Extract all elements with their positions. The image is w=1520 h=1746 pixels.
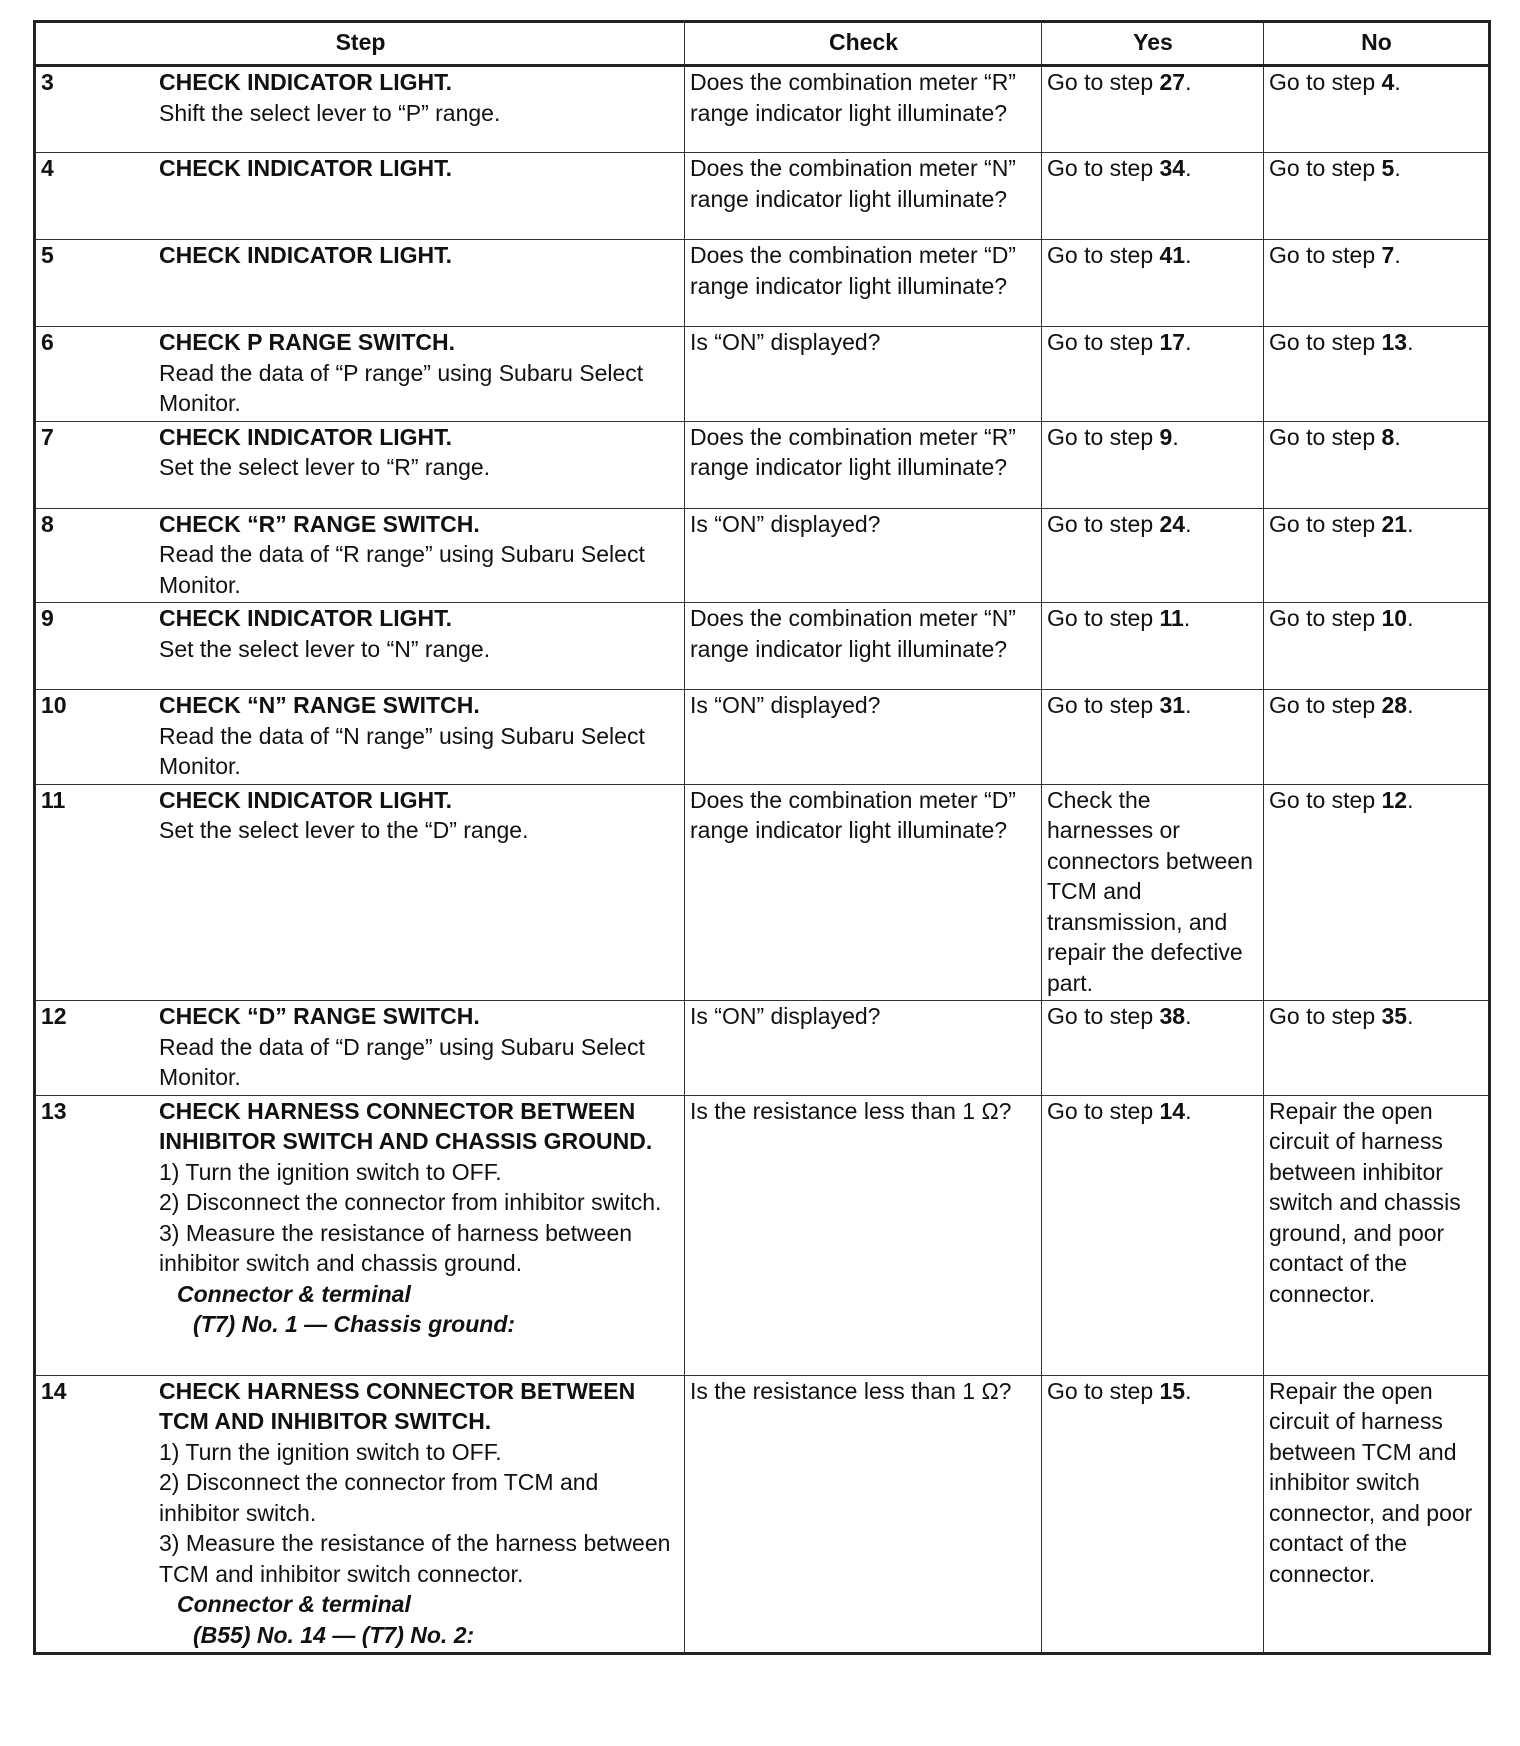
yes-goto-period: . [1185, 692, 1192, 718]
no-goto-step: 8 [1381, 423, 1395, 450]
check-cell: Is “ON” displayed? [685, 327, 1042, 422]
check-cell: Is “ON” displayed? [685, 508, 1042, 603]
no-cell [1264, 508, 1490, 603]
check-cell: Does the combination meter “D” range indicator light illuminate? [685, 784, 1042, 1001]
step-title: CHECK “R” RANGE SWITCH. [159, 510, 480, 537]
yes-cell: Check the harnesses or connectors between TCM and transmission, and repair the defective part. [1042, 784, 1264, 1001]
no-goto-prefix: Go to step [1269, 242, 1382, 268]
no-goto-step: 5 [1381, 155, 1395, 181]
step-instruction: 1) Turn the ignition switch to OFF. [159, 1438, 502, 1465]
no-cell [1264, 690, 1490, 785]
step-number: 13 [41, 1097, 67, 1124]
yes-goto-period: . [1172, 423, 1179, 450]
yes-goto-step: 27 [1159, 69, 1186, 95]
no-goto-period: . [1394, 242, 1401, 268]
step-body [159, 785, 680, 846]
yes-goto-prefix: Go to step [1047, 692, 1160, 718]
step-number: 7 [41, 423, 54, 450]
step-number: 5 [41, 242, 54, 268]
diagnostic-procedure-sheet [33, 20, 1488, 1655]
step-title: CHECK “D” RANGE SWITCH. [159, 1003, 480, 1029]
check-cell: Does the combination meter “R” range indicator light illuminate? [685, 421, 1042, 508]
no-cell [1264, 327, 1490, 422]
step-title: CHECK P RANGE SWITCH. [159, 329, 456, 355]
table-row [35, 603, 1490, 690]
step-cell [35, 153, 685, 240]
no-goto-period: . [1394, 423, 1401, 450]
step-instruction: 2) Disconnect the connector from inhibitor switch. [159, 1189, 662, 1215]
no-goto-prefix: Go to step [1269, 786, 1382, 813]
no-goto-prefix: Go to step [1269, 605, 1382, 631]
spec-value: (B55) No. 14 — (T7) No. 2: [193, 1621, 475, 1648]
step-body [159, 153, 680, 184]
step-title: CHECK INDICATOR LIGHT. [159, 69, 453, 95]
no-goto-prefix: Go to step [1269, 1003, 1382, 1029]
no-goto-period: . [1407, 692, 1414, 718]
step-instruction: Shift the select lever to “P” range. [159, 99, 501, 126]
no-goto-period: . [1407, 786, 1414, 813]
table-row [35, 153, 1490, 240]
yes-cell [1042, 421, 1264, 508]
no-cell [1264, 603, 1490, 690]
yes-goto-step: 24 [1159, 510, 1186, 537]
step-number: 11 [41, 786, 66, 813]
table-row [35, 66, 1490, 153]
step-body [159, 1096, 680, 1340]
table-row [35, 421, 1490, 508]
step-instruction: 3) Measure the resistance of the harness between TCM and inhibitor switch connector. [159, 1530, 671, 1587]
step-instruction: 3) Measure the resistance of harness between inhibitor switch and chassis ground. [159, 1219, 633, 1276]
step-instruction: Set the select lever to “N” range. [159, 635, 491, 662]
step-title: CHECK INDICATOR LIGHT. [159, 155, 453, 181]
yes-goto-step: 17 [1159, 329, 1186, 355]
yes-goto-step: 14 [1159, 1097, 1186, 1124]
step-instruction: 2) Disconnect the connector from TCM and inhibitor switch. [159, 1469, 599, 1526]
step-body [159, 690, 680, 782]
step-title: CHECK HARNESS CONNECTOR BETWEEN TCM AND INHIBITOR SWITCH. [159, 1377, 636, 1434]
no-cell [1264, 66, 1490, 153]
yes-goto-prefix: Go to step [1047, 155, 1160, 181]
no-goto-step: 28 [1381, 692, 1408, 718]
yes-goto-prefix: Go to step [1047, 1003, 1160, 1029]
step-title: CHECK “N” RANGE SWITCH. [159, 692, 480, 718]
step-cell [35, 1095, 685, 1375]
header-no: No [1264, 22, 1490, 66]
yes-cell [1042, 603, 1264, 690]
yes-goto-period: . [1185, 1003, 1192, 1029]
table-body [35, 66, 1490, 1654]
step-body [159, 1001, 680, 1093]
step-cell [35, 421, 685, 508]
check-cell: Is “ON” displayed? [685, 1001, 1042, 1096]
step-number: 4 [41, 155, 54, 181]
yes-goto-prefix: Go to step [1047, 423, 1160, 450]
check-cell: Is the resistance less than 1 Ω? [685, 1095, 1042, 1375]
step-title: CHECK INDICATOR LIGHT. [159, 423, 453, 450]
check-cell: Does the combination meter “R” range indicator light illuminate? [685, 66, 1042, 153]
step-body [159, 67, 680, 128]
table-row [35, 508, 1490, 603]
step-title: CHECK INDICATOR LIGHT. [159, 242, 453, 268]
step-cell [35, 1375, 685, 1654]
step-title: CHECK INDICATOR LIGHT. [159, 605, 453, 631]
yes-goto-step: 31 [1159, 692, 1186, 718]
yes-cell [1042, 153, 1264, 240]
no-cell [1264, 421, 1490, 508]
step-instruction: Set the select lever to “R” range. [159, 454, 491, 480]
check-cell: Is the resistance less than 1 Ω? [685, 1375, 1042, 1654]
yes-goto-prefix: Go to step [1047, 69, 1160, 95]
check-cell: Is “ON” displayed? [685, 690, 1042, 785]
step-number: 6 [41, 329, 54, 355]
step-body [159, 509, 680, 601]
no-goto-step: 13 [1381, 329, 1408, 355]
yes-goto-period: . [1183, 605, 1191, 631]
header-yes: Yes [1042, 22, 1264, 66]
step-number: 12 [41, 1003, 67, 1029]
yes-goto-prefix: Go to step [1047, 242, 1160, 268]
yes-goto-prefix: Go to step [1047, 329, 1160, 355]
yes-goto-step: 15 [1159, 1377, 1186, 1404]
yes-goto-period: . [1185, 155, 1192, 181]
yes-goto-step: 38 [1159, 1003, 1186, 1029]
step-cell [35, 240, 685, 327]
no-cell: Repair the open circuit of harness between inhibitor switch and chassis ground, and poor contact of the connector. [1264, 1095, 1490, 1375]
no-cell [1264, 240, 1490, 327]
no-goto-prefix: Go to step [1269, 329, 1382, 355]
step-body [159, 1376, 680, 1651]
no-goto-period: . [1407, 1003, 1414, 1029]
yes-goto-period: . [1185, 242, 1192, 268]
step-instruction: Read the data of “D range” using Subaru Select Monitor. [159, 1033, 645, 1090]
yes-goto-prefix: Go to step [1047, 1377, 1160, 1404]
no-goto-step: 4 [1381, 69, 1395, 95]
yes-goto-period: . [1185, 69, 1192, 95]
step-body [159, 327, 680, 419]
no-goto-period: . [1407, 510, 1414, 537]
step-cell [35, 66, 685, 153]
table-row [35, 784, 1490, 1001]
yes-cell [1042, 508, 1264, 603]
yes-goto-step: 41 [1159, 242, 1186, 268]
step-number: 10 [41, 692, 67, 718]
no-cell [1264, 1001, 1490, 1096]
step-cell [35, 784, 685, 1001]
step-cell [35, 327, 685, 422]
no-goto-step: 10 [1381, 605, 1408, 631]
no-goto-period: . [1394, 69, 1401, 95]
step-instruction: 1) Turn the ignition switch to OFF. [159, 1158, 502, 1185]
no-goto-step: 35 [1381, 1003, 1408, 1029]
yes-cell [1042, 1375, 1264, 1654]
no-goto-period: . [1407, 605, 1414, 631]
no-goto-prefix: Go to step [1269, 510, 1382, 537]
step-cell [35, 690, 685, 785]
step-instruction: Set the select lever to the “D” range. [159, 817, 529, 843]
yes-goto-step: 11 [1159, 605, 1184, 631]
yes-goto-prefix: Go to step [1047, 510, 1160, 537]
header-row [35, 22, 1490, 66]
no-goto-step: 21 [1381, 510, 1408, 537]
step-instruction: Read the data of “N range” using Subaru Select Monitor. [159, 722, 645, 779]
table-row [35, 327, 1490, 422]
step-number: 3 [41, 69, 54, 95]
step-title: CHECK HARNESS CONNECTOR BETWEEN INHIBITOR SWITCH AND CHASSIS GROUND. [159, 1097, 653, 1154]
spec-value: (T7) No. 1 — Chassis ground: [193, 1311, 516, 1337]
check-cell: Does the combination meter “N” range indicator light illuminate? [685, 153, 1042, 240]
step-cell [35, 1001, 685, 1096]
no-goto-prefix: Go to step [1269, 69, 1382, 95]
no-goto-prefix: Go to step [1269, 155, 1382, 181]
diagnostic-table [33, 20, 1491, 1655]
header-step: Step [35, 22, 685, 66]
spec-heading: Connector & terminal [177, 1280, 411, 1307]
spec-heading: Connector & terminal [177, 1591, 411, 1617]
step-number: 14 [41, 1377, 67, 1404]
no-goto-prefix: Go to step [1269, 692, 1382, 718]
step-body [159, 603, 680, 664]
no-goto-step: 7 [1381, 242, 1395, 268]
check-cell: Does the combination meter “D” range indicator light illuminate? [685, 240, 1042, 327]
table-row [35, 690, 1490, 785]
header-check: Check [685, 22, 1042, 66]
yes-cell [1042, 66, 1264, 153]
yes-goto-prefix: Go to step [1047, 1097, 1160, 1124]
no-goto-period: . [1407, 329, 1414, 355]
yes-cell [1042, 1001, 1264, 1096]
check-cell: Does the combination meter “N” range indicator light illuminate? [685, 603, 1042, 690]
yes-goto-period: . [1185, 510, 1192, 537]
step-instruction: Read the data of “P range” using Subaru Select Monitor. [159, 359, 644, 416]
step-instruction: Read the data of “R range” using Subaru Select Monitor. [159, 541, 645, 598]
yes-goto-period: . [1185, 329, 1192, 355]
step-cell [35, 603, 685, 690]
yes-cell [1042, 327, 1264, 422]
no-cell: Repair the open circuit of harness between TCM and inhibitor switch connector, and poor contact of the connector. [1264, 1375, 1490, 1654]
step-number: 9 [41, 605, 54, 631]
table-row [35, 240, 1490, 327]
no-goto-prefix: Go to step [1269, 423, 1382, 450]
yes-goto-step: 34 [1159, 155, 1186, 181]
yes-goto-prefix: Go to step [1047, 605, 1160, 631]
step-cell [35, 508, 685, 603]
no-cell [1264, 784, 1490, 1001]
no-goto-step: 12 [1381, 786, 1408, 813]
step-number: 8 [41, 510, 54, 537]
yes-goto-step: 9 [1159, 423, 1173, 450]
yes-cell [1042, 1095, 1264, 1375]
no-goto-period: . [1394, 155, 1401, 181]
step-body [159, 422, 680, 483]
yes-cell [1042, 240, 1264, 327]
step-body [159, 240, 680, 271]
yes-goto-period: . [1185, 1097, 1192, 1124]
yes-cell [1042, 690, 1264, 785]
table-row [35, 1095, 1490, 1375]
table-row [35, 1375, 1490, 1654]
no-cell [1264, 153, 1490, 240]
yes-goto-period: . [1185, 1377, 1192, 1404]
table-row [35, 1001, 1490, 1096]
step-title: CHECK INDICATOR LIGHT. [159, 786, 453, 813]
